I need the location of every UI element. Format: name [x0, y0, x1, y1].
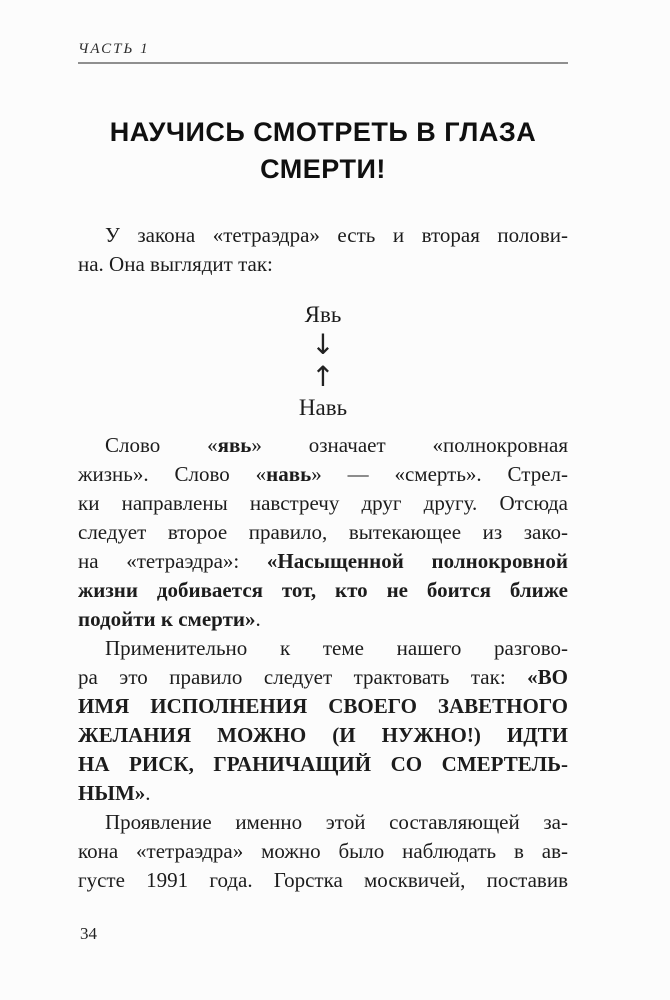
text-segment: Проявление именно этой составляющей за-: [105, 810, 568, 834]
text-segment: Слово «: [105, 433, 218, 457]
text-segment: Применительно к теме нашего разгово-: [105, 636, 568, 660]
text-column: [78, 0, 568, 895]
text-segment: ра это правило следует трактовать так:: [78, 665, 528, 689]
diagram-label-nav: Навь: [298, 395, 348, 420]
chapter-title: [78, 114, 568, 188]
bold-text-segment: «Насыщенной полнокровной: [266, 549, 568, 573]
text-line: [78, 692, 568, 721]
text-segment: .: [255, 607, 261, 631]
text-segment: У закона «тетраэдра» есть и вторая полови-: [105, 223, 568, 247]
down-arrow-icon: ↓: [311, 328, 335, 361]
text-segment: жизнь». Слово «: [78, 462, 267, 486]
bold-text-segment: НЫМ»: [78, 781, 146, 805]
bold-text-segment: НА РИСК, ГРАНИЧАЩИЙ СО СМЕРТЕЛЬ-: [78, 752, 568, 776]
diagram-label-yav: Явь: [304, 302, 342, 327]
text-line: [78, 431, 568, 460]
bold-text-segment: навь: [266, 462, 312, 486]
chapter-title-line-1: НАУЧИСЬ СМОТРЕТЬ В ГЛАЗА: [109, 117, 537, 147]
text-line: [78, 460, 568, 489]
text-line: [78, 518, 568, 547]
paragraph: [78, 808, 568, 895]
text-segment: кона «тетраэдра» можно было наблюдать в ав-: [78, 839, 568, 863]
text-segment: на «тетраэдра»:: [78, 549, 267, 573]
text-segment: » — «смерть». Стрел-: [311, 462, 568, 486]
bold-text-segment: жизни добивается тот, кто не боится ближе: [78, 578, 568, 602]
text-segment: густе 1991 года. Горстка москвичей, поставив: [78, 868, 568, 892]
bold-text-segment: «ВО: [527, 665, 568, 689]
bold-text-segment: ИМЯ ИСПОЛНЕНИЯ СВОЕГО ЗАВЕТНОГО: [78, 694, 568, 718]
text-line: [78, 663, 568, 692]
text-line: [78, 489, 568, 518]
running-head: ЧАСТЬ 1: [78, 41, 150, 57]
text-segment: .: [145, 781, 151, 805]
header-rule: [78, 62, 568, 64]
text-segment: ки направлены навстречу друг другу. Отсюда: [78, 491, 568, 515]
chapter-title-line-2: СМЕРТИ!: [260, 154, 386, 184]
yav-nav-diagram: [78, 300, 568, 422]
text-line: [78, 866, 568, 895]
text-line: [78, 750, 568, 779]
paragraph: [78, 221, 568, 279]
text-line: [78, 547, 568, 576]
paragraph: [78, 431, 568, 634]
page-number: 34: [80, 924, 97, 943]
text-line: [78, 779, 568, 808]
paragraph: [78, 634, 568, 808]
text-line: [78, 837, 568, 866]
text-line: [78, 808, 568, 837]
bold-text-segment: подойти к смерти»: [78, 607, 256, 631]
bold-text-segment: ЖЕЛАНИЯ МОЖНО (И НУЖНО!) ИДТИ: [78, 723, 568, 747]
text-line: [78, 250, 568, 279]
text-line: [78, 576, 568, 605]
bold-text-segment: явь: [217, 433, 252, 457]
text-line: [78, 721, 568, 750]
text-segment: » означает «полнокровная: [251, 433, 568, 457]
page-header: [78, 40, 568, 64]
up-arrow-icon: ↑: [311, 360, 335, 393]
text-line: [78, 634, 568, 663]
text-line: [78, 605, 568, 634]
text-segment: следует второе правило, вытекающее из зако-: [78, 520, 568, 544]
body-text: [78, 221, 568, 895]
text-line: [78, 221, 568, 250]
text-segment: на. Она выглядит так:: [78, 252, 273, 276]
